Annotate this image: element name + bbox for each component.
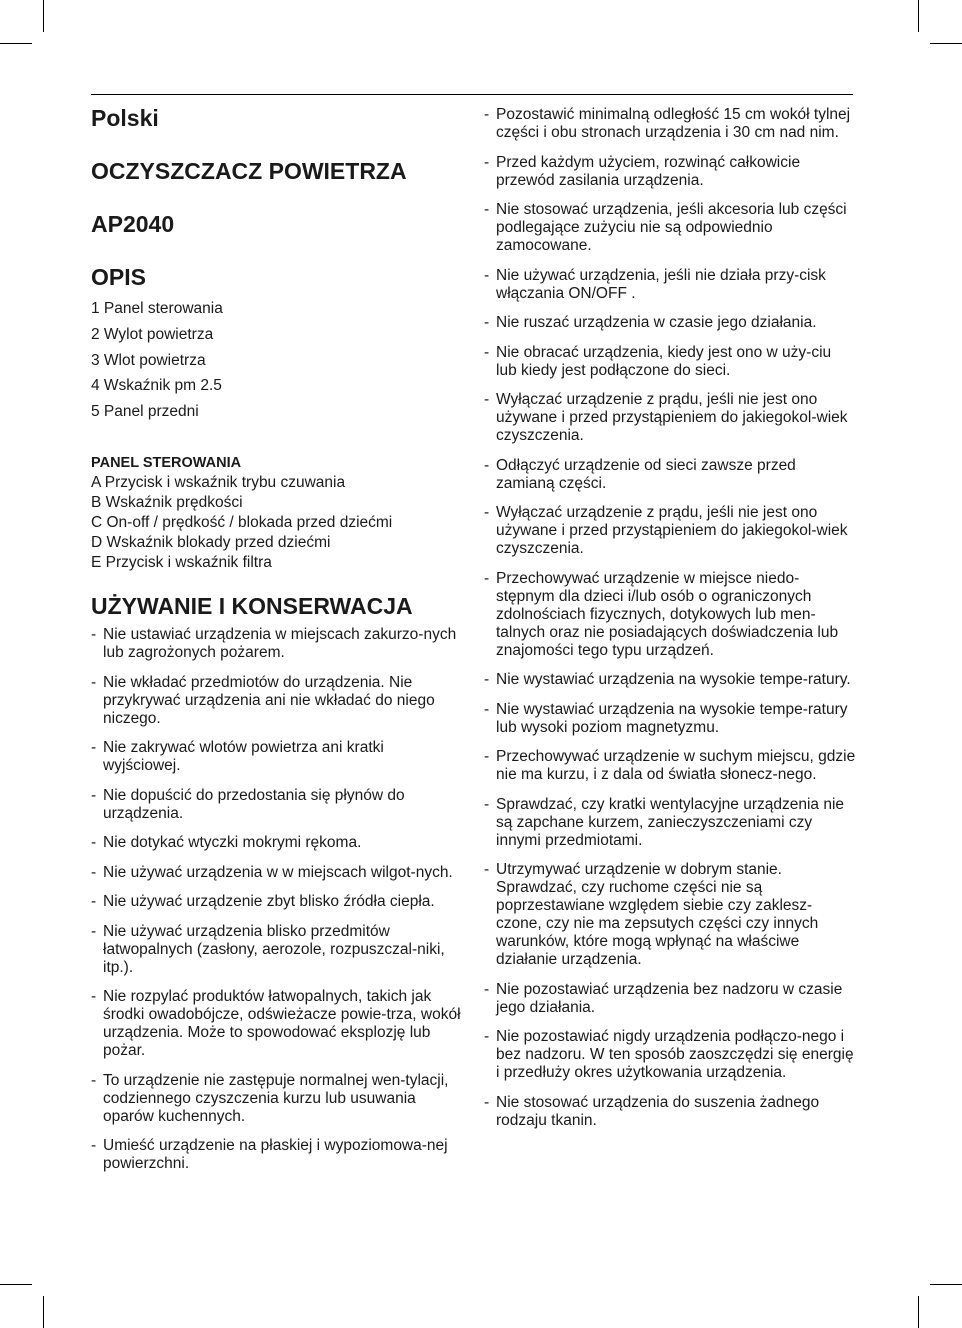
description-item: 2 Wylot powietrza <box>91 325 214 343</box>
control-panel-heading: PANEL STEROWANIA <box>91 455 242 472</box>
usage-heading: UŻYWANIE I KONSERWACJA <box>91 593 413 620</box>
usage-item: - Nie używać urządzenia w w miejscach wilgot-nych. <box>91 864 463 882</box>
usage-item: - Nie używać urządzenia blisko przedmitów łatwopalnych (zasłony, aerozole, rozpuszczal-niki, itp.). <box>91 923 463 977</box>
usage-item: - Nie ruszać urządzenia w czasie jego działania. <box>484 314 856 332</box>
usage-item: - Nie dotykać wtyczki mokrymi rękoma. <box>91 834 463 852</box>
usage-item: - Nie wystawiać urządzenia na wysokie tempe-ratury. <box>484 671 856 689</box>
usage-item: - Utrzymywać urządzenie w dobrym stanie. Sprawdzać, czy ruchome części nie są poprzestawiane względem siebie czy zaklesz-czone, czy nie ma zepsutych części czy innych warunków, które mogą wpłynąć na właściwe działanie urządzenia. <box>484 861 856 969</box>
usage-item: - Nie dopuścić do przedostania się płynów do urządzenia. <box>91 787 463 823</box>
usage-item: - Nie stosować urządzenia, jeśli akcesoria lub części podlegające zużyciu nie są odpowiednio zamocowane. <box>484 201 856 255</box>
control-panel-item: A Przycisk i wskaźnik trybu czuwania <box>91 474 346 492</box>
crop-mark <box>0 43 32 44</box>
description-item: 3 Wlot powietrza <box>91 351 206 369</box>
usage-item: - Nie używać urządzenia, jeśli nie działa przy-cisk włączania ON/OFF . <box>484 267 856 303</box>
control-panel-item: B Wskaźnik prędkości <box>91 494 243 512</box>
control-panel-item: D Wskaźnik blokady przed dziećmi <box>91 534 331 552</box>
crop-mark <box>930 43 962 44</box>
usage-list-left <box>91 626 463 1173</box>
usage-item: - Przechowywać urządzenie w miejsce niedo-stępnym dla dzieci i/lub osób o ograniczonych zdolnościach fizycznych, dotykowych lub men-talnych oraz nie posiadających doświadczenia lub znajomości tego typu urządzeń. <box>484 570 856 660</box>
usage-item: - Nie wystawiać urządzenia na wysokie tempe-ratury lub wysoki poziom magnetyzmu. <box>484 701 856 737</box>
usage-item: - Nie zakrywać wlotów powietrza ani kratki wyjściowej. <box>91 739 463 775</box>
crop-mark <box>43 1296 44 1328</box>
product-title: OCZYSZCZACZ POWIETRZA <box>91 158 407 184</box>
usage-item: - To urządzenie nie zastępuje normalnej wen-tylacji, codziennego czyszczenia kurzu lub usuwania oparów kuchennych. <box>91 1072 463 1126</box>
left-column <box>91 98 463 1185</box>
usage-item: - Sprawdzać, czy kratki wentylacyjne urządzenia nie są zapchane kurzem, zanieczyszczeniami czy innymi przedmiotami. <box>484 796 856 850</box>
usage-item: - Nie pozostawiać nigdy urządzenia podłączo-nego i bez nadzoru. W ten sposób zaoszczędzi się energię i przedłuży okres użytkowania urządzenia. <box>484 1028 856 1082</box>
crop-mark <box>918 0 919 32</box>
usage-item: - Przechowywać urządzenie w suchym miejscu, gdzie nie ma kurzu, i z dala od światła słonecz-nego. <box>484 748 856 784</box>
usage-item: - Nie stosować urządzenia do suszenia żadnego rodzaju tkanin. <box>484 1094 856 1130</box>
usage-item: - Pozostawić minimalną odległość 15 cm wokół tylnej części i obu stronach urządzenia i 30 cm nad nim. <box>484 106 856 142</box>
crop-mark <box>0 1284 32 1285</box>
description-item: 1 Panel sterowania <box>91 300 223 317</box>
control-panel-item: E Przycisk i wskaźnik filtra <box>91 554 272 572</box>
usage-list-right <box>484 106 856 1130</box>
model-title: AP2040 <box>91 211 175 237</box>
usage-item: - Nie pozostawiać urządzenia bez nadzoru w czasie jego działania. <box>484 981 856 1017</box>
usage-item: - Wyłączać urządzenie z prądu, jeśli nie jest ono używane i przed przystąpieniem do jakiegokol-wiek czyszczenia. <box>484 504 856 558</box>
usage-item: - Nie obracać urządzenia, kiedy jest ono w uży-ciu lub kiedy jest podłączone do sieci. <box>484 344 856 380</box>
header-rule <box>91 94 853 95</box>
crop-mark <box>43 0 44 32</box>
description-item: 4 Wskaźnik pm 2.5 <box>91 377 222 395</box>
control-panel-list <box>91 473 463 573</box>
usage-item: - Nie rozpylać produktów łatwopalnych, takich jak środki owadobójcze, odświeżacze powie-trza, wokół urządzenia. Może to spowodować eksplozję lub pożar. <box>91 988 463 1060</box>
description-item: 5 Panel przedni <box>91 403 199 421</box>
control-panel-item: C On-off / prędkość / blokada przed dziećmi <box>91 514 393 532</box>
right-column <box>484 98 856 1141</box>
usage-item: - Nie używać urządzenie zbyt blisko źródła ciepła. <box>91 893 463 911</box>
usage-item: - Nie ustawiać urządzenia w miejscach zakurzo-nych lub zagrożonych pożarem. <box>91 626 463 662</box>
usage-item: - Przed każdym użyciem, rozwinąć całkowicie przewód zasilania urządzenia. <box>484 154 856 190</box>
crop-mark <box>930 1284 962 1285</box>
usage-item: - Wyłączać urządzenie z prądu, jeśli nie jest ono używane i przed przystąpieniem do jakiegokol-wiek czyszczenia. <box>484 391 856 445</box>
crop-mark <box>918 1296 919 1328</box>
usage-item: - Nie wkładać przedmiotów do urządzenia. Nie przykrywać urządzenia ani nie wkładać do niego niczego. <box>91 674 463 728</box>
usage-item: - Odłączyć urządzenie od sieci zawsze przed zamianą części. <box>484 457 856 493</box>
description-heading: OPIS <box>91 264 146 290</box>
language-title: Polski <box>91 105 159 131</box>
description-list <box>91 299 463 422</box>
usage-item: - Umieść urządzenie na płaskiej i wypoziomowa-nej powierzchni. <box>91 1137 463 1173</box>
